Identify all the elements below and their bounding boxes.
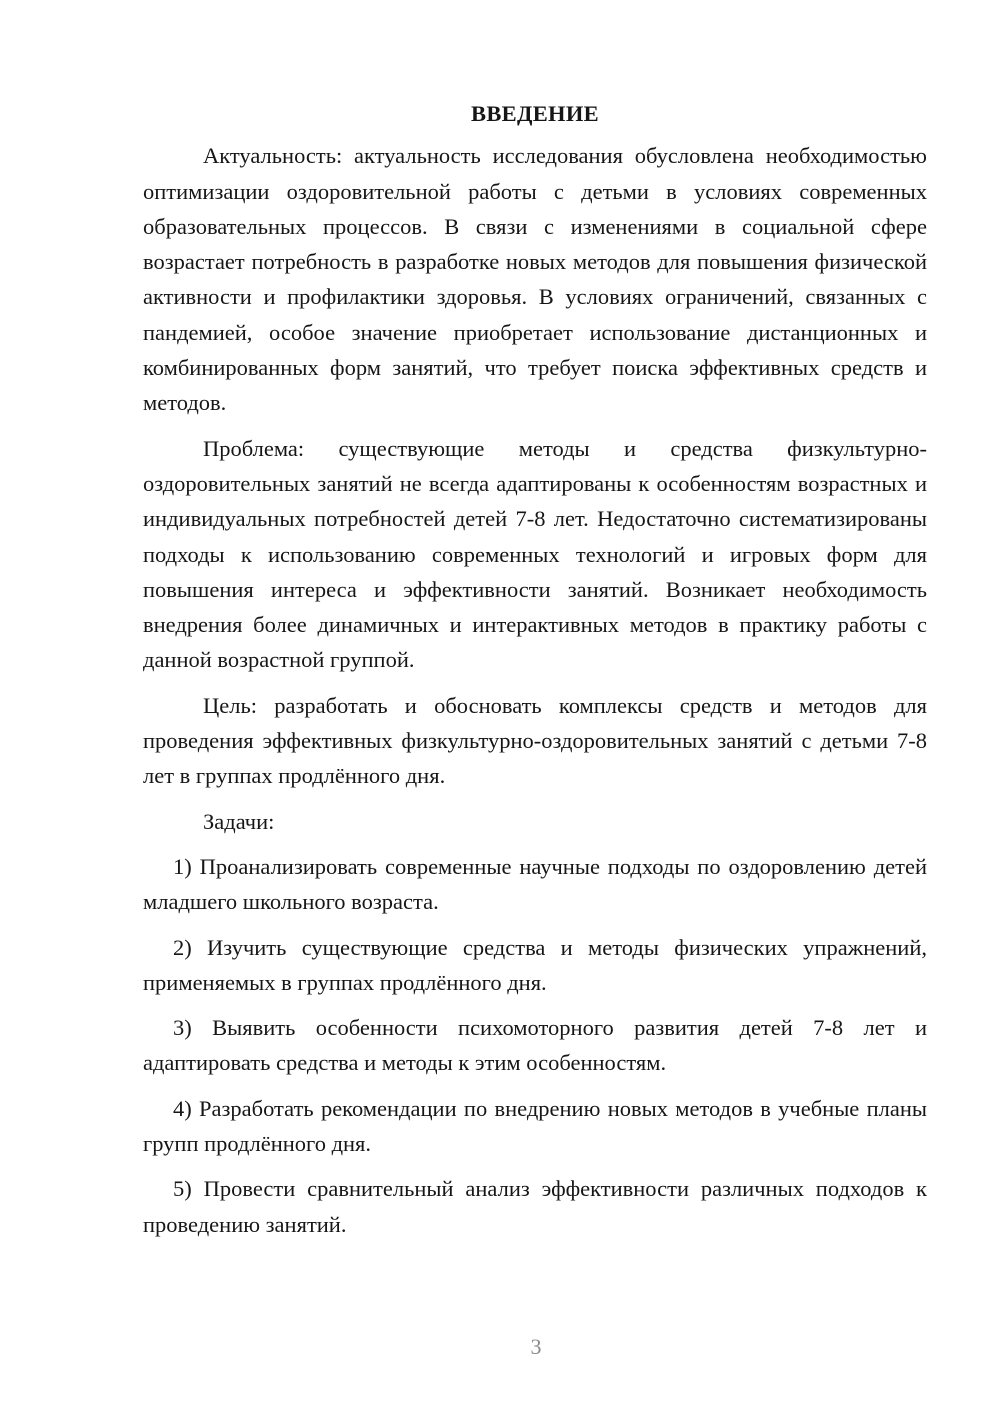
task-item: 2) Изучить существующие средства и методы физических упражнений, применяемых в группах продлённого дня. bbox=[143, 934, 927, 995]
page-title: ВВЕДЕНИЕ bbox=[471, 101, 599, 126]
page-number: 3 bbox=[530, 1334, 542, 1359]
task-item: 3) Выявить особенности психомоторного развития детей 7-8 лет и адаптировать средства и методы к этим особенностям. bbox=[143, 1015, 927, 1076]
goal-paragraph: Цель: разработать и обосновать комплексы средств и методов для проведения эффективных физкультурно-оздоровительных занятий с детьми 7-8 лет в группах продлённого дня. bbox=[143, 692, 927, 789]
tasks-label: Задачи: bbox=[203, 808, 275, 834]
task-item: 1) Проанализировать современные научные подходы по оздоровлению детей младшего школьного возраста. bbox=[143, 853, 927, 915]
relevance-paragraph: Актуальность: актуальность исследования обусловлена необходимостью оптимизации оздоровительной работы с детьми в условиях современных образовательных процессов. В связи с изменениями в социальной сфере возрастает потребность в разработке новых методов для повышения физической активности и профилактики здоровья. В условиях ограничений, связанных с пандемией, особое значение приобретает использование дистанционных и комбинированных форм занятий, что требует поиска эффективных средств и методов. bbox=[143, 143, 927, 416]
task-item: 4) Разработать рекомендации по внедрению новых методов в учебные планы групп продлённого дня. bbox=[143, 1095, 927, 1157]
problem-paragraph: Проблема: существующие методы и средства физкультурно-оздоровительных занятий не всегда адаптированы к особенностям возрастных и индивидуальных потребностей детей 7-8 лет. Недостаточно систематизированы подходы к использованию современных технологий и игровых форм для повышения интереса и эффективности занятий. Возникает необходимость внедрения более динамичных и интерактивных методов в практику работы с данной возрастной группой. bbox=[143, 435, 927, 673]
task-item: 5) Провести сравнительный анализ эффективности различных подходов к проведению занятий. bbox=[143, 1176, 927, 1237]
page-content bbox=[143, 96, 927, 1252]
